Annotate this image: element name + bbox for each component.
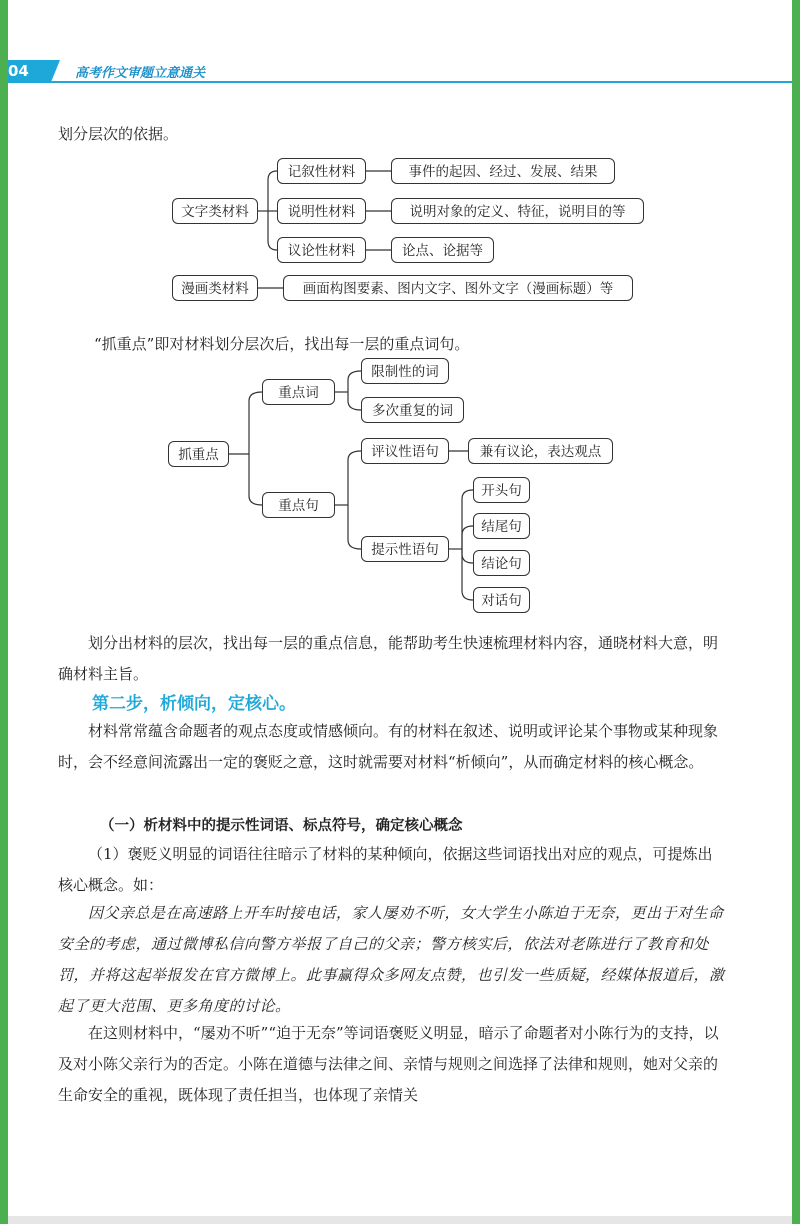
narrative-detail-box: 事件的起因、经过、发展、结果 (391, 158, 615, 184)
narrative-material-box: 记叙性材料 (277, 158, 366, 184)
focus-root-box: 抓重点 (168, 441, 229, 467)
comment-sentence-box: 评议性语句 (361, 438, 449, 464)
argumentative-detail-box: 论点、论据等 (391, 237, 494, 263)
subsection-paragraph: （1）褒贬义明显的词语往往暗示了材料的某种倾向，依据这些词语找出对应的观点，可提炼出核心概念。如： (58, 845, 713, 894)
opening-sentence-box: 开头句 (473, 477, 530, 503)
comic-detail-box: 画面构图要素、图内文字、图外文字（漫画标题）等 (283, 275, 633, 301)
intro-line: 划分层次的依据。 (58, 125, 179, 143)
ending-sentence-box: 结尾句 (473, 513, 530, 539)
summary-paragraph: 划分出材料的层次，找出每一层的重点信息，能帮助考生快速梳理材料内容，通晓材料大意，明确材料主旨。 (58, 634, 719, 683)
book-title: 高考作文审题立意通关 (75, 66, 206, 81)
expository-material-box: 说明性材料 (277, 198, 366, 224)
restrictive-words-box: 限制性的词 (361, 358, 449, 384)
argumentative-material-box: 议论性材料 (277, 237, 366, 263)
text-material-box: 文字类材料 (172, 198, 258, 224)
expository-detail-box: 说明对象的定义、特征，说明目的等 (391, 198, 644, 224)
subsection-heading: （一）析材料中的提示性词语、标点符号，确定核心概念 (100, 818, 463, 834)
comment-detail-box: 兼有议论，表达观点 (468, 438, 613, 464)
step2-paragraph: 材料常常蕴含命题者的观点态度或情感倾向。有的材料在叙述、说明或评论某个事物或某种现象时，会不经意间流露出一定的褒贬之意，这时就需要对材料“析倾向”，从而确定材料的核心概念。 (58, 722, 719, 771)
key-sentences-box: 重点句 (262, 492, 335, 518)
example-quote: 因父亲总是在高速路上开车时接电话，家人屡劝不听，女大学生小陈迫于无奈，更出于对生命安全的考虑，通过微博私信向警方举报了自己的父亲；警方核实后，依法对老陈进行了教育和处罚，并将这起举报发在官方微博上。此事赢得众多网友点赞，也引发一些质疑，经媒体报道后，激起了更大范围、更多角度的讨论。 (58, 904, 725, 1015)
key-words-box: 重点词 (262, 379, 335, 405)
focus-intro: “抓重点”即对材料划分层次后，找出每一层的重点词句。 (94, 335, 470, 353)
repeated-words-box: 多次重复的词 (361, 397, 464, 423)
hint-sentence-box: 提示性语句 (361, 536, 449, 562)
dialogue-sentence-box: 对话句 (473, 587, 530, 613)
conclusion-sentence-box: 结论句 (473, 550, 530, 576)
page-number: 04 (8, 62, 29, 80)
analysis-paragraph: 在这则材料中，“屡劝不听”“迫于无奈”等词语褒贬义明显，暗示了命题者对小陈行为的支持，以及对小陈父亲行为的否定。小陈在道德与法律之间、亲情与规则之间选择了法律和规则，她对父亲的生命安全的重视，既体现了责任担当，也体现了亲情关 (58, 1024, 719, 1104)
comic-material-box: 漫画类材料 (172, 275, 258, 301)
step2-heading: 第二步，析倾向，定核心。 (92, 694, 296, 714)
